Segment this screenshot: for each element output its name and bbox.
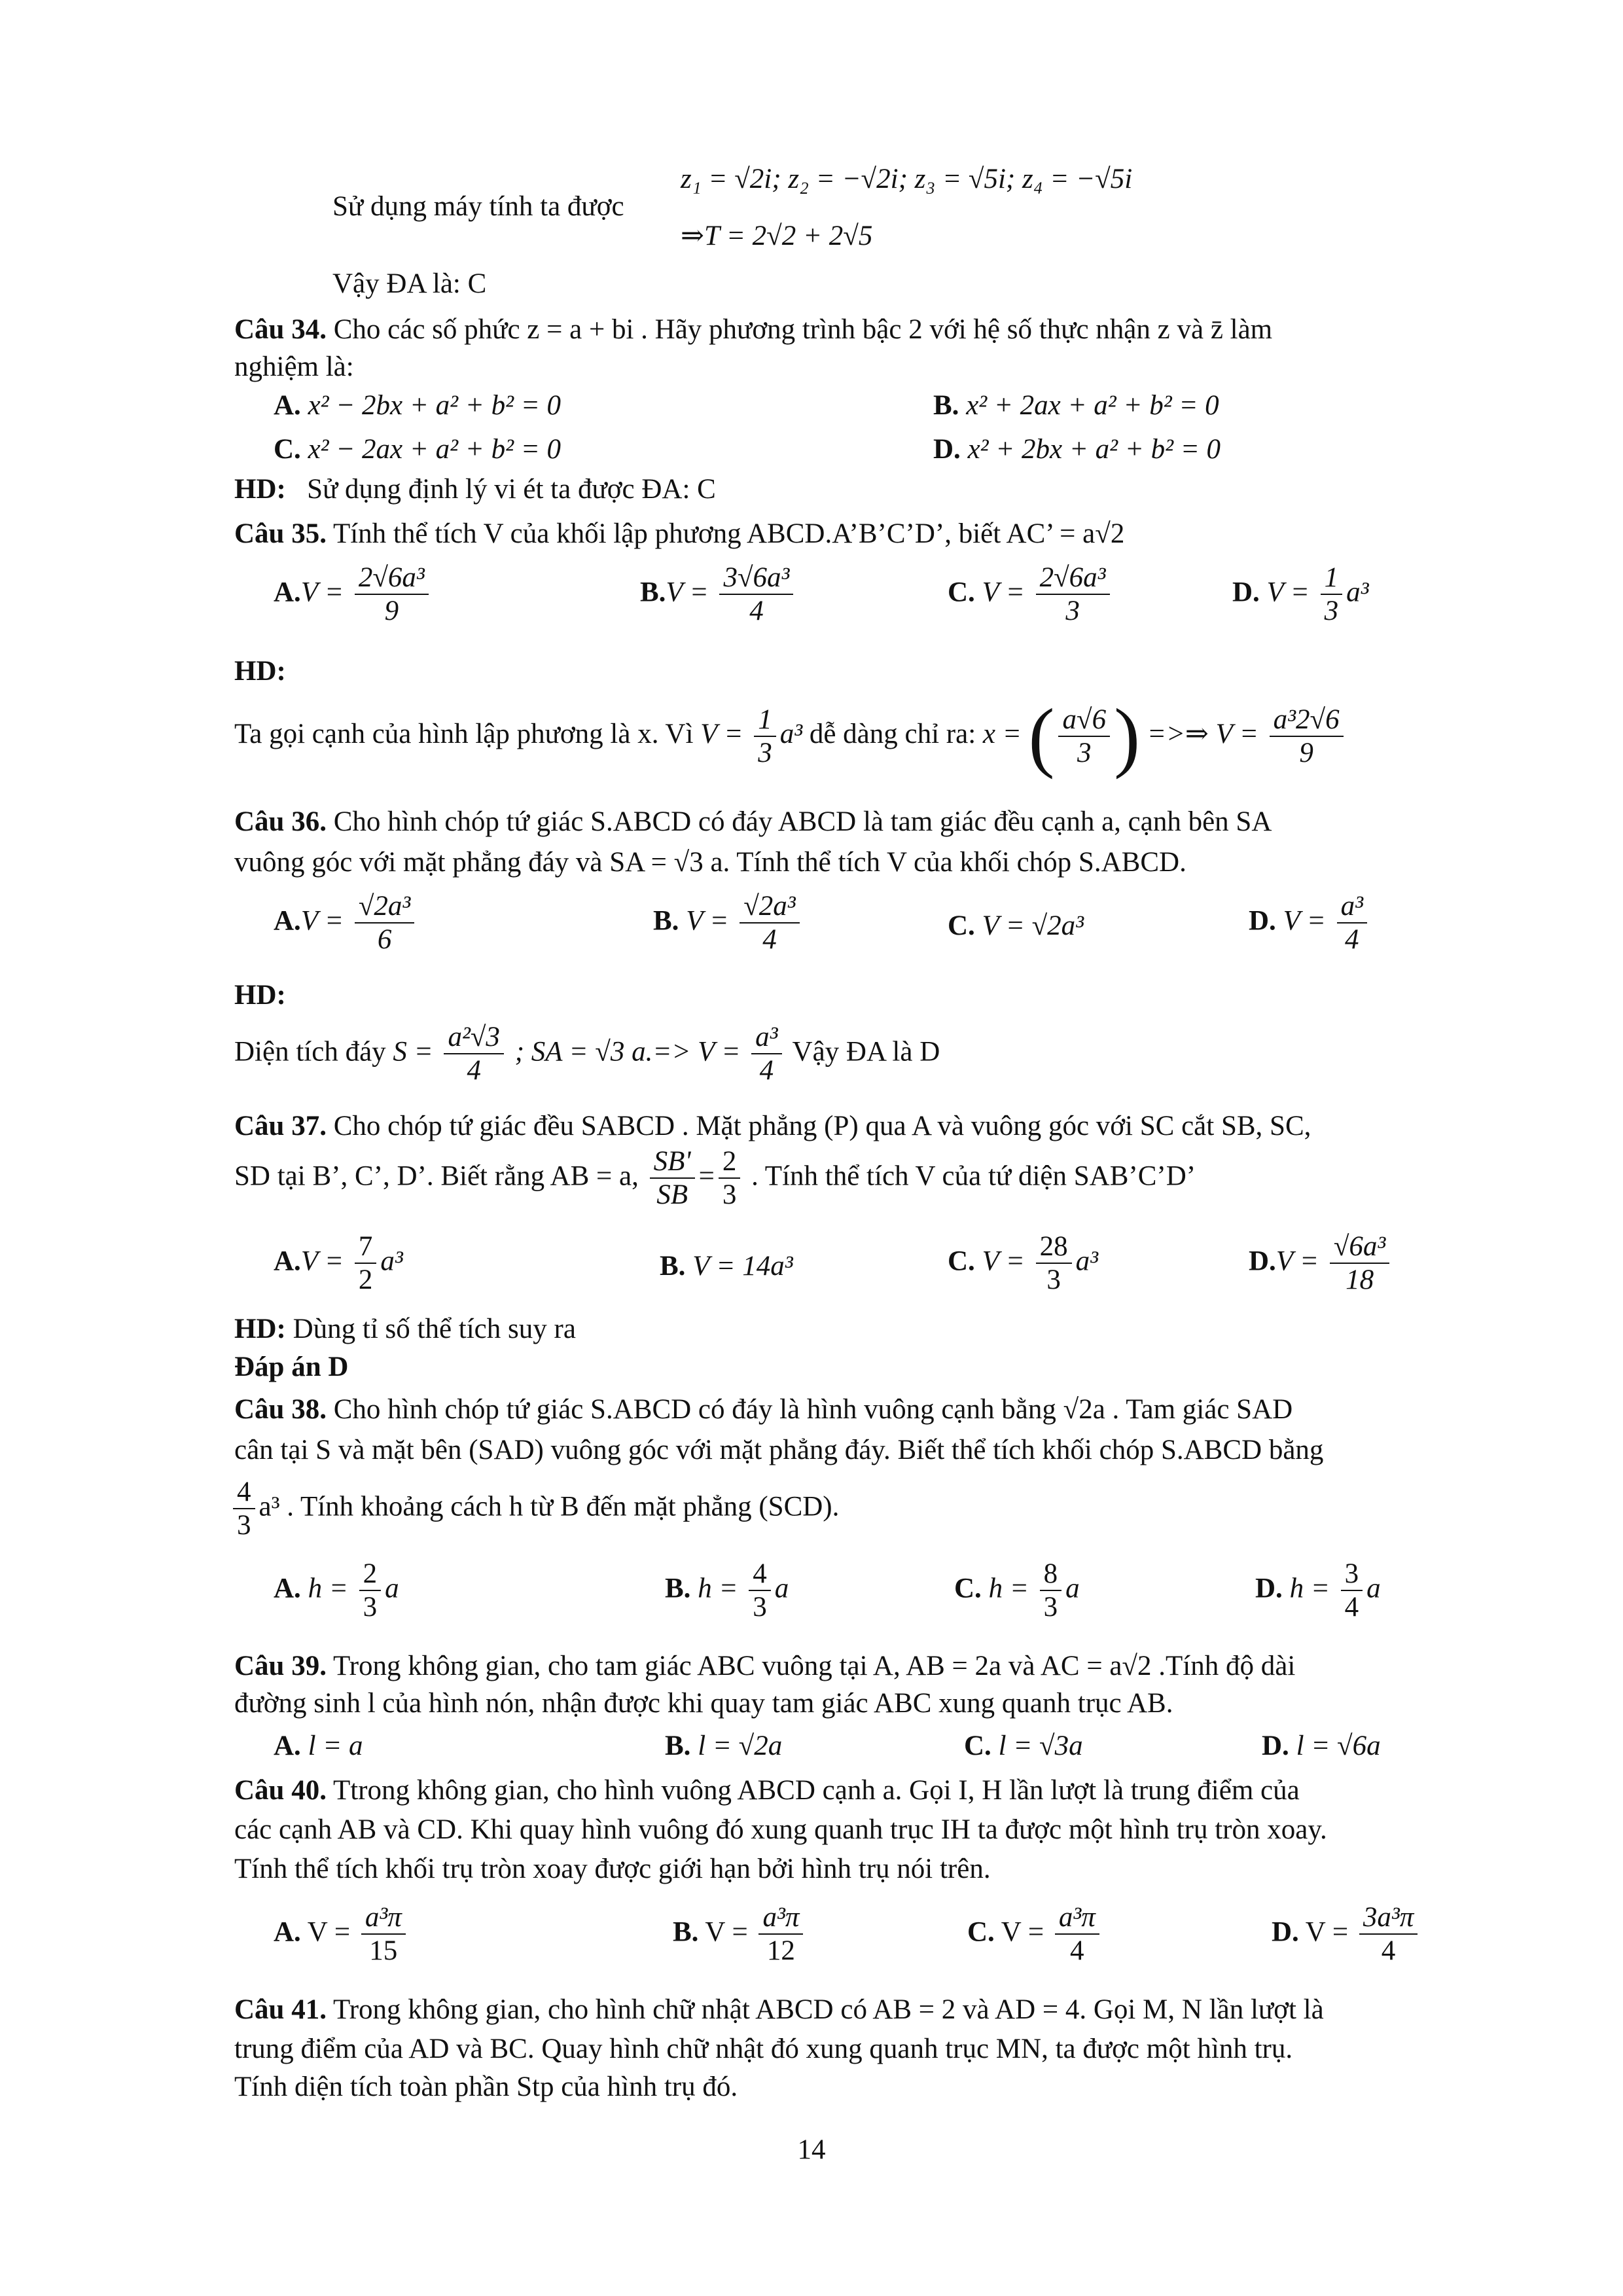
page-number: 14 [797,2134,826,2165]
q39-stem-2: đường sinh l của hình nón, nhận được khi quay tam giác ABC xung quanh trục AB. [234,1688,1173,1719]
q40-option-a: A. V = $\frac{\text{a³π}}{15}$ [274,1901,410,1967]
q41-stem-3: Tính diện tích toàn phần Stp của hình trụ đó. [234,2072,738,2102]
q36-option-b: B. V = $\frac{\text{√2a³}}{4}$ [653,890,804,956]
q39-stem-line1: Câu 39. Trong không gian, cho tam giác ABC vuông tại A, AB = 2a và AC = a√2 .Tính độ dài [234,1651,1296,1681]
q37-option-b: B. V = 14a³ [660,1251,793,1282]
q34-option-c: C. x² − 2ax + a² + b² = 0 [274,434,561,465]
q38-option-a: A. h = $\frac{2}{3}$ a [274,1558,399,1623]
q39-option-b: B. l = √2a [665,1731,783,1761]
q38-options [274,1558,1517,1656]
q38-option-c: C. h = $\frac{8}{3}$ a [954,1558,1080,1623]
q34-option-b: B. x² + 2ax + a² + b² = 0 [933,390,1219,421]
q33-roots: z₁ = √2i; z₂ = −√2i; z₃ = √5i; z₄ = −√5i [681,164,1133,194]
q35-option-a: A.V = $\frac{\text{2√6a³}}{9}$ [274,562,433,628]
q35-hint-label: HD: [234,656,286,687]
q39-option-d: D. l = √6a [1262,1731,1381,1761]
q37-stem-line1: Câu 37. Cho chóp tứ giác đều SABCD . Mặt phẳng (P) qua A và vuông góc với SC cắt SB, SC, [234,1111,1311,1141]
q36-options [274,890,1517,988]
q35-stem: Câu 35. Tính thể tích V của khối lập phương ABCD.A’B’C’D’, biết AC’ = a√2 [234,518,1125,549]
q38-stem-line1: Câu 38. Cho hình chóp tứ giác S.ABCD có đáy là hình vuông cạnh bằng √2a . Tam giác SAD [234,1394,1293,1425]
q36-hint-label: HD: [234,980,286,1011]
q37-hint: HD: Dùng tỉ số thể tích suy ra [234,1314,576,1344]
q37-option-c: C. V = $\frac{28}{3}$ a³ [948,1231,1098,1296]
q39-option-a: A. l = a [274,1731,363,1761]
q41-stem-2: trung điểm của AD và BC. Quay hình chữ nhật đó xung quanh trục MN, ta được một hình trụ. [234,2034,1293,2064]
q40-option-c: C. V = $\frac{\text{a³π}}{4}$ [967,1901,1103,1967]
q38-stem-line3: $\frac{4}{3}$ a³ . Tính khoảng cách h từ B đến mặt phẳng (SCD). [229,1476,839,1542]
q34-stem-1: Cho các số phức z = a + bi . Hãy phương trình bậc 2 với hệ số thực nhận z và z̄ làm [333,314,1273,345]
q37-answer: Đáp án D [234,1352,349,1382]
q38-option-b: B. h = $\frac{4}{3}$ a [665,1558,789,1623]
q37-option-d: D.V = $\frac{\text{√6a³}}{18}$ [1249,1230,1393,1297]
q35-option-c: C. V = $\frac{\text{2√6a³}}{3}$ [948,562,1114,628]
q35-hint: Ta gọi cạnh của hình lập phương là x. Vì V = $\frac{1}{3}$ a³ dễ dàng chỉ ra: x = ( $\frac{a√6}{3}$ ) =>⇒ V = $\frac{\text{a³2√6}}{9}$ [234,697,1347,776]
q35-options [274,562,1517,660]
q40-option-b: B. V = $\frac{\text{a³π}}{12}$ [673,1901,807,1967]
q36-option-d: D. V = $\frac{\text{a³}}{4}$ [1249,890,1371,956]
q40-options [274,1901,1517,2000]
q36-option-a: A.V = $\frac{\text{√2a³}}{6}$ [274,890,418,956]
q33-answer: Vậy ĐA là: C [332,268,487,299]
q39-option-c: C. l = √3a [964,1731,1083,1761]
q34-option-a: A. x² − 2bx + a² + b² = 0 [274,390,561,421]
q40-stem-3: Tính thể tích khối trụ tròn xoay được giới hạn bởi hình trụ nói trên. [234,1854,991,1884]
q37-option-a: A.V = $\frac{7}{2}$ a³ [274,1231,403,1296]
q36-hint: Diện tích đáy S = $\frac{\text{a²√3}}{4}$ ; SA = √3 a.=> V = $\frac{\text{a³}}{4}$ Vậy ĐA là D [234,1022,940,1086]
q33-result: ⇒T = 2√2 + 2√5 [681,221,873,251]
q35-option-b: B.V = $\frac{\text{3√6a³}}{4}$ [640,562,797,628]
q34-stem-2: nghiệm là: [234,351,354,382]
q37-stem-line2: SD tại B’, C’, D’. Biết rằng AB = a, $\frac{SB'}{SB}$ = $\frac{2}{3}$ . Tính thể tích V của tứ diện SAB’C’D’ [234,1146,1196,1211]
q36-stem-line1: Câu 36. Cho hình chóp tứ giác S.ABCD có đáy ABCD là tam giác đều cạnh a, cạnh bên SA [234,806,1272,837]
q36-stem-2: vuông góc với mặt phẳng đáy và SA = √3 a. Tính thể tích V của khối chóp S.ABCD. [234,847,1186,878]
q33-intro: Sử dụng máy tính ta được [332,191,624,222]
q39-options [274,1730,1517,1769]
q38-option-d: D. h = $\frac{3}{4}$ a [1255,1558,1381,1623]
q38-stem-2: cân tại S và mặt bên (SAD) vuông góc với mặt phẳng đáy. Biết thể tích khối chóp S.ABCD bằng [234,1435,1324,1465]
q34-hint: HD: Sử dụng định lý vi ét ta được ĐA: C [234,474,716,505]
q34-label: Câu 34. [234,314,327,345]
q40-stem-line1: Câu 40. Ttrong không gian, cho hình vuông ABCD cạnh a. Gọi I, H lần lượt là trung điểm của [234,1775,1300,1806]
q35-option-d: D. V = $\frac{1}{3}$ a³ [1232,562,1369,627]
q40-stem-2: các cạnh AB và CD. Khi quay hình vuông đó xung quanh trục IH ta được một hình trụ tròn xoay. [234,1814,1327,1845]
q36-option-c: C. V = √2a³ [948,910,1084,941]
q41-stem-line1: Câu 41. Trong không gian, cho hình chữ nhật ABCD có AB = 2 và AD = 4. Gọi M, N lần lượt là [234,1994,1324,2025]
q34-option-d: D. x² + 2bx + a² + b² = 0 [933,434,1221,465]
q34-stem-line1 [234,313,1272,347]
q40-option-d: D. V = $\frac{\text{3a³π}}{4}$ [1272,1901,1421,1967]
